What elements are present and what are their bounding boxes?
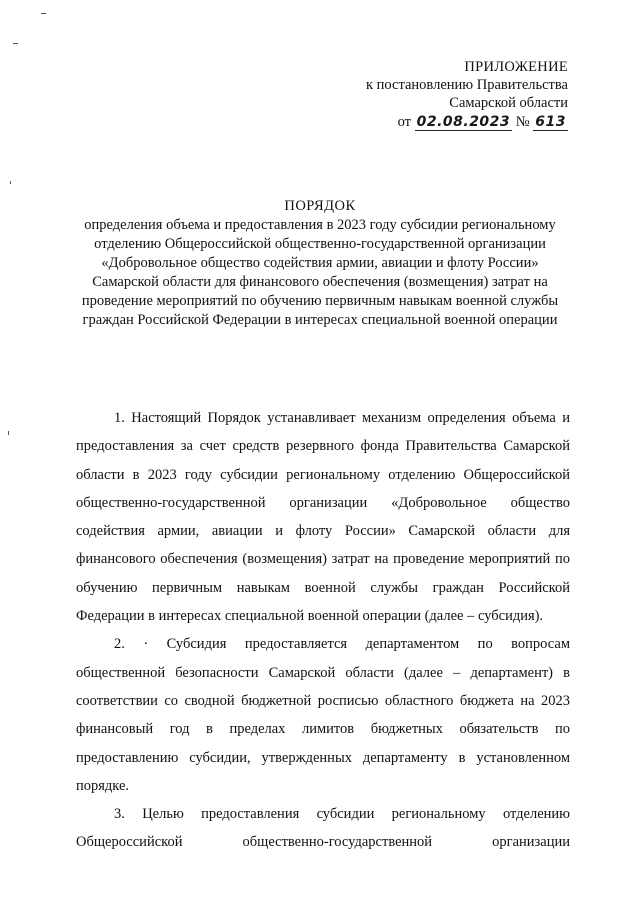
number-prefix: № xyxy=(515,114,530,130)
handwritten-date: 02.08.2023 xyxy=(416,114,511,130)
document-title: ПОРЯДОК xyxy=(284,198,356,214)
scan-speck xyxy=(10,181,11,184)
scan-speck xyxy=(41,13,46,14)
scan-speck xyxy=(13,43,18,44)
appendix-block xyxy=(366,58,568,131)
handwritten-number: 613 xyxy=(535,114,566,130)
appendix-region-line: Самарской области xyxy=(449,95,568,111)
appendix-title: ПРИЛОЖЕНИЕ xyxy=(464,59,568,75)
paragraph-1: 1. Настоящий Порядок устанавливает механизм определения объема и предоставления за счет средств резервного фонда Правительства Самарской области в 2023 году субсидии региональному отделению Общероссийской общественно-государственной организации «Добровольное общество содействия армии, авиации и флоту России» Самарской области для финансового обеспечения (возмещения) затрат на проведение мероприятий по обучению первичным навыкам военной службы граждан Российской Федерации в интересах специальной военной операции (далее – субсидия). xyxy=(76,410,570,625)
appendix-date-line xyxy=(366,113,568,131)
document-subtitle: определения объема и предоставления в 2023 году субсидии региональному отделению Общероссийской общественно-государственной организации «Добровольное общество содействия армии, авиации и флоту России» Самарской области для финансового обеспечения (возмещения) затрат на проведение мероприятий по обучению первичным навыкам военной службы граждан Российской Федерации в интересах специальной военной операции xyxy=(81,217,559,328)
document-body xyxy=(76,404,570,857)
appendix-resolution-line: к постановлению Правительства xyxy=(366,77,568,93)
date-prefix: от xyxy=(397,114,411,130)
paragraph-3: 3. Целью предоставления субсидии региональному отделению Общероссийской общественно-государственной организации xyxy=(76,806,570,851)
scan-speck xyxy=(8,431,9,435)
paragraph-2: 2. · Субсидия предоставляется департаментом по вопросам общественной безопасности Самарской области (далее – департамент) в соответствии со сводной бюджетной росписью областного бюджета на 2023 финансовый год в пределах лимитов бюджетных обязательств по предоставлению субсидии, утвержденных департаменту в установленном порядке. xyxy=(76,636,570,794)
